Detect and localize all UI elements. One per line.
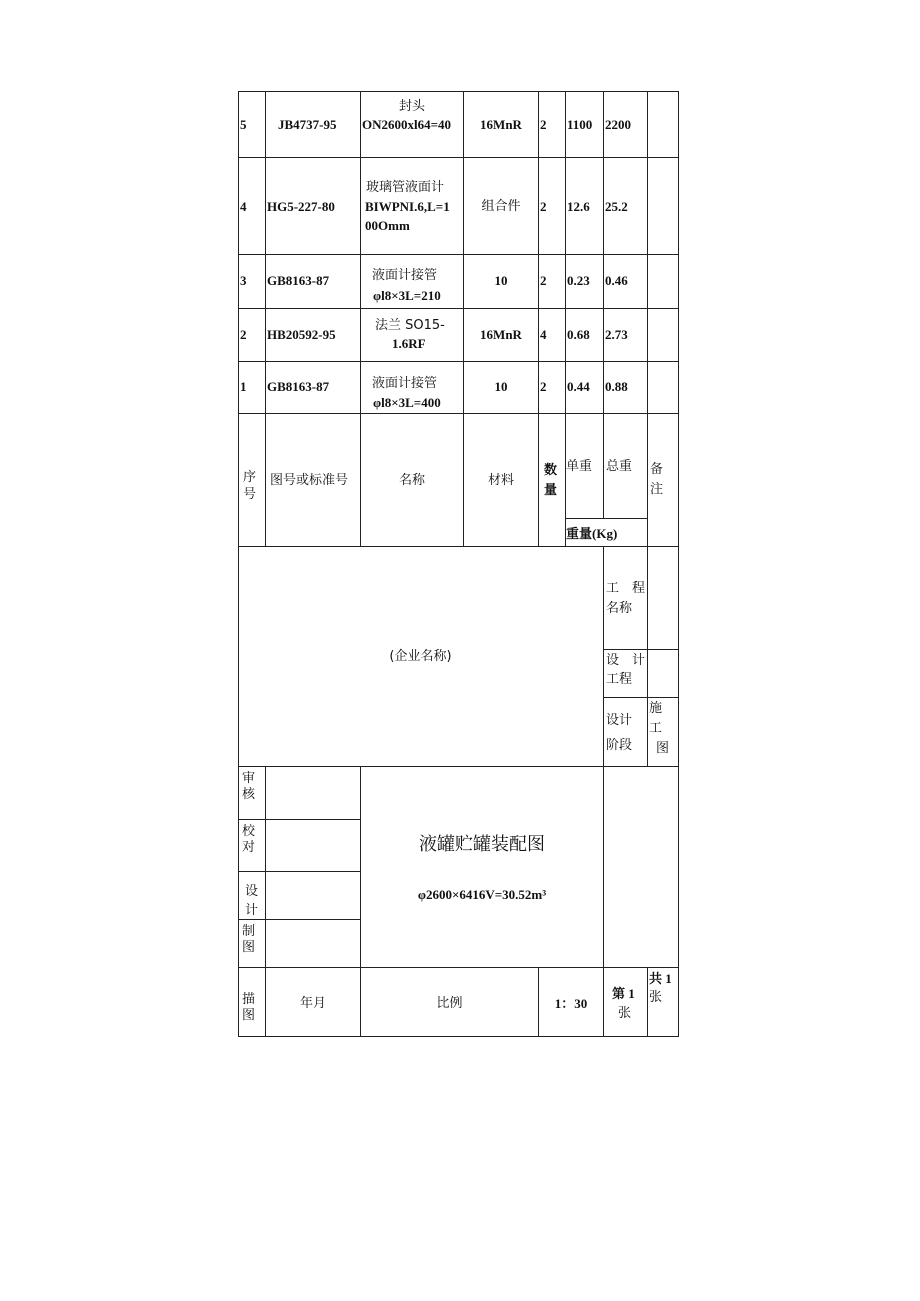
row-material: 16MnR: [480, 117, 522, 132]
review-label: 审: [242, 771, 256, 786]
row-name: 液面计接管: [372, 376, 438, 391]
row-unit-weight: 0.44: [567, 379, 590, 394]
header-unit-weight: 单重: [566, 459, 593, 474]
col-divider: [538, 91, 539, 547]
drawing-title: 液罐贮罐装配图: [419, 834, 545, 855]
row-material: 16MnR: [480, 327, 522, 342]
header-note: 备: [650, 462, 664, 477]
header-name: 名称: [398, 473, 425, 488]
trace-label: 图: [242, 1008, 256, 1023]
row-divider: [238, 871, 360, 872]
project-name-label: 名称: [606, 601, 633, 616]
row-code: GB8163-87: [267, 379, 330, 394]
row-name-spec: 1.6RF: [392, 336, 426, 351]
header-material: 材料: [487, 473, 514, 488]
header-qty: 量: [544, 483, 558, 498]
header-code: 图号或标准号: [270, 473, 349, 488]
design-stage-value: 施: [649, 701, 663, 716]
header-no: 序: [243, 470, 257, 485]
sheet-number: 张: [618, 1006, 632, 1021]
row-divider: [603, 649, 679, 650]
design-project-label: 工程: [606, 672, 633, 687]
row-divider: [603, 697, 679, 698]
check-label: 对: [242, 840, 256, 855]
row-qty: 2: [540, 199, 547, 214]
row-divider: [238, 361, 679, 362]
design-stage-label: 阶段: [606, 738, 633, 753]
row-name: 法兰 SO15-: [375, 318, 445, 333]
row-qty: 2: [540, 273, 547, 288]
row-name-spec: ON2600xl64=40: [362, 117, 452, 132]
row-code: HG5-227-80: [267, 199, 335, 214]
col-divider: [647, 91, 648, 547]
row-unit-weight: 1100: [567, 117, 593, 132]
row-divider: [238, 546, 679, 547]
draw-label: 图: [242, 940, 256, 955]
scale-value: 1：30: [554, 996, 588, 1011]
row-divider: [238, 766, 679, 767]
row-name-spec: φl8×3L=210: [373, 288, 441, 303]
table-border: [238, 91, 239, 1037]
row-total-weight: 0.46: [605, 273, 628, 288]
drawing-spec: φ2600×6416V=30.52m³: [417, 887, 547, 902]
row-divider: [565, 518, 647, 519]
trace-label: 描: [242, 992, 256, 1007]
design-stage-value: 工: [649, 721, 663, 736]
design-project-label: 设 计: [606, 653, 646, 668]
row-material: 10: [494, 379, 508, 394]
total-sheets: 张: [649, 990, 663, 1005]
row-material: 10: [494, 273, 508, 288]
row-total-weight: 25.2: [605, 199, 628, 214]
row-code: GB8163-87: [267, 273, 330, 288]
row-material: 组合件: [481, 199, 521, 214]
row-name-spec-cont: 00Omm: [365, 218, 410, 233]
draw-label: 制: [242, 924, 256, 939]
review-label: 核: [242, 787, 256, 802]
row-no: 4: [240, 199, 247, 214]
row-unit-weight: 0.23: [567, 273, 590, 288]
row-no: 1: [240, 379, 247, 394]
row-total-weight: 2200: [605, 117, 631, 132]
row-total-weight: 0.88: [605, 379, 628, 394]
total-sheets: 共 1: [649, 971, 672, 986]
row-name-spec: φl8×3L=400: [373, 395, 441, 410]
row-unit-weight: 0.68: [567, 327, 590, 342]
row-no: 5: [240, 117, 247, 132]
row-unit-weight: 12.6: [567, 199, 590, 214]
row-total-weight: 2.73: [605, 327, 628, 342]
col-divider: [603, 766, 604, 1037]
project-name-label: 工 程: [606, 581, 646, 596]
col-divider: [647, 967, 648, 1037]
sheet-number: 第 1: [612, 986, 635, 1001]
row-no: 2: [240, 327, 247, 342]
design-stage-label: 设计: [606, 713, 633, 728]
row-divider: [238, 413, 679, 414]
design-label: 计: [245, 903, 259, 918]
design-stage-value: 图: [656, 741, 670, 756]
header-no: 号: [243, 487, 257, 502]
row-qty: 2: [540, 379, 547, 394]
row-name: 封头: [398, 99, 425, 114]
col-divider: [647, 546, 648, 767]
row-divider: [238, 254, 679, 255]
header-weight-kg: 重量(Kg): [566, 526, 618, 541]
row-qty: 4: [540, 327, 547, 342]
date-label: 年月: [299, 996, 326, 1011]
row-divider: [238, 157, 679, 158]
row-divider: [238, 967, 679, 968]
check-label: 校: [242, 824, 256, 839]
table-border: [238, 1036, 679, 1037]
col-divider: [603, 91, 604, 519]
company-name: (企业名称): [389, 649, 452, 664]
header-total-weight: 总重: [606, 459, 633, 474]
col-divider: [603, 546, 604, 767]
table-border: [238, 91, 679, 92]
row-code: JB4737-95: [278, 117, 337, 132]
header-qty: 数: [544, 463, 558, 478]
design-label: 设: [245, 884, 259, 899]
row-name: 液面计接管: [372, 268, 438, 283]
header-note: 注: [650, 482, 664, 497]
scale-label: 比例: [436, 996, 463, 1011]
col-divider: [565, 91, 566, 547]
row-name: 玻璃管液面计: [366, 180, 445, 195]
row-no: 3: [240, 273, 247, 288]
row-qty: 2: [540, 117, 547, 132]
table-border: [678, 91, 679, 1037]
row-divider: [238, 308, 679, 309]
row-divider: [238, 819, 360, 820]
row-name-spec: BIWPNI.6,L=1: [365, 199, 450, 214]
col-divider: [265, 91, 266, 547]
row-code: HB20592-95: [267, 327, 336, 342]
